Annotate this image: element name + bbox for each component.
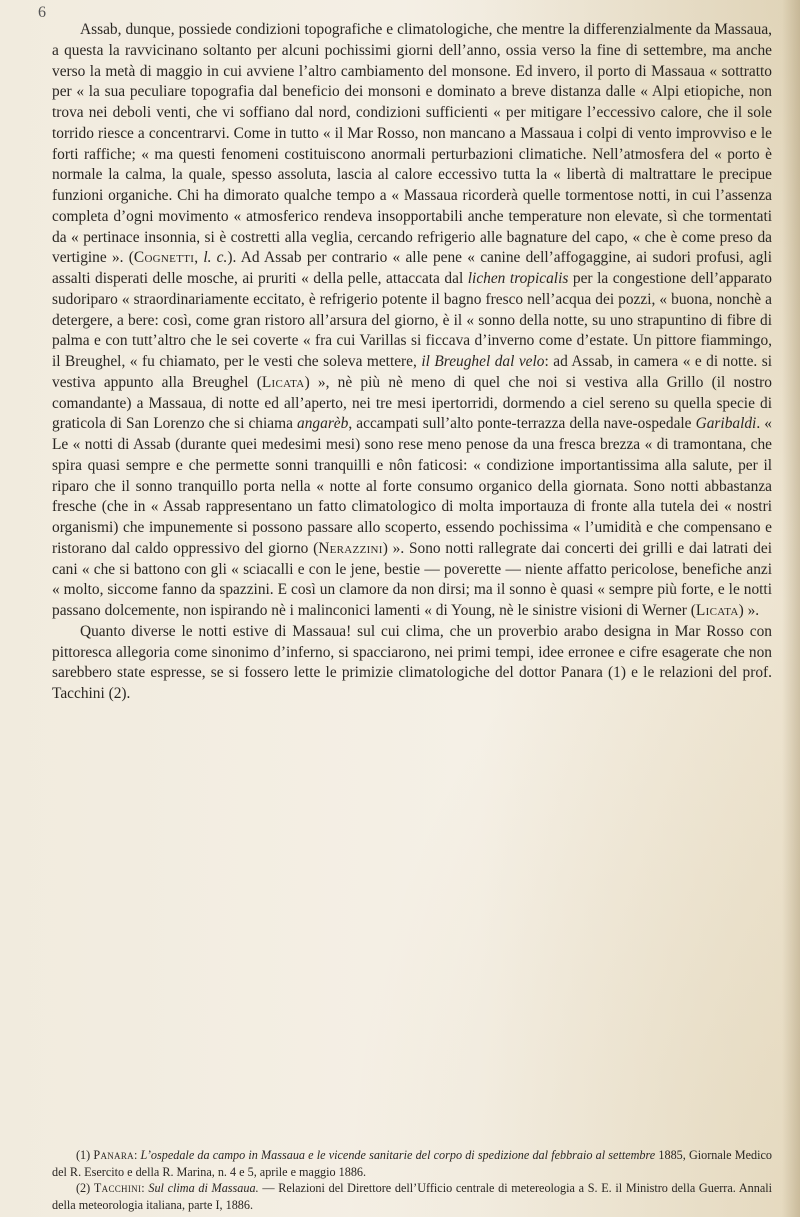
text-run: ). Ad Assab per contrario « alle pene « canine dell’affogaggine, ai sudori profusi, agli assalti disperati delle mosche, ai pruriti « della pelle, attaccata dal [52,249,772,287]
text-run: (2) [76,1181,94,1195]
author-name: Licata [695,602,739,619]
italic-text: angarèb [297,415,349,433]
text-run: ) ». [738,602,760,619]
footnotes [52,1147,772,1213]
italic-text: lichen tropicalis [467,270,569,287]
paragraph [52,20,772,622]
text-run: Quanto diverse le notti estive di Massaua! sul cui clima, che un proverbio arabo designa in Mar Rosso con pittoresca allegoria come sinonimo d’inferno, si spacciarono, nei primi tempi, idee erronee e cifre esagerate che non sarebbero state espresse, se si fossero lette le primizie climatologiche del dottor Panara (1) e le relazioni del prof. Tacchini (2). [52,622,772,702]
text-run: : [133,1148,141,1162]
text-run: ) », nè più nè meno di quel che noi si vestiva alla Grillo (il nostro comandante) a Massaua, di notte ed all’aperto, nei tre mesi ipertorridi, dormendo a ciel sereno su quella specie di graticola di San Lorenzo che si chiama [52,373,773,433]
text-run: : ad Assab, in camera « e di notte. si vestiva appunto alla Breughel ( [52,353,772,391]
text-run: , accampati sull’alto ponte-terrazza della nave-ospedale [348,415,696,433]
author-name: Tacchini [93,1181,142,1195]
footnote [52,1147,772,1180]
body-text [52,20,772,705]
author-name: Cognetti [133,249,195,267]
text-run: — Relazioni del Direttore dell’Ufficio centrale di metereologia a S. E. il Ministro della Guerra. Annali della meteorologia italiana, parte I, 1886. [52,1181,772,1212]
italic-text: il Breughel dal velo [421,353,545,370]
text-run: ) ». Sono notti rallegrate dai concerti dei grilli e dai latrati dei cani « che si battono con gli « sciacalli e con le jene, bestie — poverette — niente affatto pericolose, benefiche anzi « molto, siccome fanno da spazzini. E così un clamore da non dirsi; ma il sonno è quasi « sempre più forte, e le notti passano dolcemente, non ispirando nè i malinconici lamenti « di Young, nè le sinistre visioni di Werner ( [52,539,772,619]
author-name: Panara [93,1148,134,1162]
italic-text: l. c. [203,249,228,267]
italic-text: Garibaldi [695,415,757,433]
page-number: 6 [38,4,46,21]
text-run: per la congestione dell’apparato sudoriparo « straordinariamente eccitato, è refrigerio potente il bagno fresco nell’acqua dei pozzi, « buona, nonchè a detergere, a bere: così, come gran ristoro all’arsura del giorno, è il « sonno della notte, su uno strapuntino di fibre di palma e con tutt’altro che le sei coverte « fra cui Varillas si ficcava d’inverno come d’estate. Un pittore fiammingo, il Breughel, « fu chiamato, per le vesti che soleva mettere, [52,270,772,370]
italic-text: L’ospedale da campo in Massaua e le vicende sanitarie del corpo di spedizione dal febbraio al settembre [140,1148,656,1162]
text-run: (1) [76,1148,94,1162]
text-run: 1885, Giornale Medico del R. Esercito e della R. Marina, n. 4 e 5, aprile e maggio 1886. [52,1148,772,1179]
text-run: : [141,1181,149,1195]
author-name: Nerazzini [318,539,383,557]
italic-text: Sul clima di Massaua. [148,1181,259,1195]
text-run: , [194,249,204,267]
author-name: Licata [261,373,305,391]
text-run: Assab, dunque, possiede condizioni topografiche e climatologiche, che mentre la differenzialmente da Massaua, a questa la ravvicinano soltanto per alcuni pochissimi giorni dell’anno, ossia verso la fine di settembre, ma anche verso la metà di maggio in cui avviene l’altro cambiamento del monsone. Ed invero, il porto di Massaua « sottratto per « la sua peculiare topografia dal beneficio dei monsoni e dominato a breve distanza dalle « Alpi etiopiche, non trova nei deboli venti, che vi soffiano dal nord, condizioni sufficienti « per mitigare l’eccessivo calore, che il sole torrido riesce a concentrarvi. Come in tutto « il Mar Rosso, non mancano a Massaua i colpi di vento improvviso e le forti raffiche; « ma questi fenomeni costituiscono anormali perturbazioni climatiche. Nell’atmosfera del « porto è normale la calma, la quale, spesso assoluta, lascia al calore eccessivo tutta la « libertà di maltrattare le precipue funzioni organiche. Chi ha dimorato qualche tempo a « Massaua ricorderà quelle tormentose notti, in cui l’assenza completa d’ogni movimento « atmosferico rendeva insopportabili anche temperature non elevate, sì che tormentati da « pertinace insonnia, si è costretti alla veglia, cercando refrigerio alle bagnature del capo, « che è come preso da vertigine ». ( [52,21,772,267]
page-edge-shadow [782,0,800,1217]
paragraph [52,622,772,705]
text-run: . « Le « notti di Assab (durante quei medesimi mesi) sono rese meno penose da una fresca brezza « di tramontana, che spira quasi sempre e che permette sonni tranquilli e nôn faticosi: « condizione importantissima alla salute, per il riparo che il sonno tranquillo porta nella « notte al forte consumo organico della giornata. Sono notti abbastanza fresche (che in « Assab rappresentano un fatto climatologico di molta importauza di fronte alla tutela dei « nostri organismi) che impunemente si possono passare allo scoperto, essendo pochissima « l’umidità e che compensano e ristorano dal caldo oppressivo del giorno ( [52,415,772,557]
footnote [52,1180,772,1213]
